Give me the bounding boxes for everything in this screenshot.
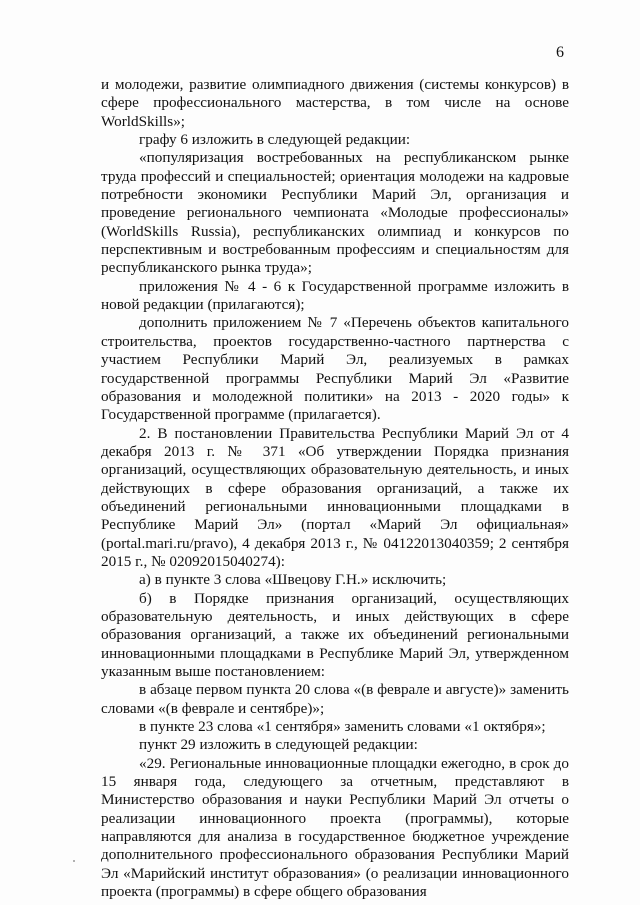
paragraph: б) в Порядке признания организаций, осуществляющих образовательную деятельность, и иных действующих в сфере образования организаций, а также их объединений региональными инновационными площадками в Республике Марий Эл, утвержденном указанным выше постановлением: xyxy=(101,589,569,680)
paragraph: дополнить приложением № 7 «Перечень объектов капитального строительства, проектов государственно-частного партнерства с участием Республики Марий Эл, реализуемых в рамках государственной программы Республики Марий Эл «Развитие образования и молодежной политики» на 2013 - 2020 годы» к Государственной программе (прилагается). xyxy=(101,314,569,424)
paragraph: в абзаце первом пункта 20 слова «(в феврале и августе)» заменить словами «(в феврале и сентябре)»; xyxy=(101,681,569,717)
page-number: 6 xyxy=(556,44,564,61)
paragraph: приложения № 4 - 6 к Государственной программе изложить в новой редакции (прилагаются); xyxy=(101,277,569,314)
paragraph: «29. Региональные инновационные площадки ежегодно, в срок до 15 января года, следующего за отчетным, представляют в Министерство образования и науки Республики Марий Эл отчеты о реализации инновационного проекта (программы), которые направляются для анализа в государственное бюджетное учреждение дополнительного профессионального образования Республики Марий Эл «Марийский институт образования» (о реализации инновационного проекта (программы) в сфере общего образования xyxy=(101,754,569,901)
paragraph: графу 6 изложить в следующей редакции: xyxy=(139,131,411,149)
scan-speck xyxy=(73,860,75,862)
document-body xyxy=(101,76,569,901)
paragraph: пункт 29 изложить в следующей редакции: xyxy=(139,736,418,754)
paragraph: и молодежи, развитие олимпиадного движения (системы конкурсов) в сфере профессионального мастерства, в том числе на основе WorldSkills»; xyxy=(101,76,569,130)
paragraph: 2. В постановлении Правительства Республики Марий Эл от 4 декабря 2013 г. № 371 «Об утверждении Порядка признания организаций, осуществляющих образовательную деятельность, и иных действующих в сфере образования организаций, а также их объединений региональными инновационными площадками в Республике Марий Эл» (портал «Марий Эл официальная» (portal.mari.ru/pravo), 4 декабря 2013 г., № 04122013040359; 2 сентября 2015 г., № 02092015040274): xyxy=(101,424,569,570)
paragraph: а) в пункте 3 слова «Швецову Г.Н.» исключить; xyxy=(139,571,447,589)
paragraph: в пункте 23 слова «1 сентября» заменить словами «1 октября»; xyxy=(139,718,546,736)
paragraph: «популяризация востребованных на республиканском рынке труда профессий и специальностей; ориентация молодежи на кадровые потребности экономики Республики Марий Эл, организация и проведение регионального чемпионата «Молодые профессионалы» (WorldSkills Russia), республиканских олимпиад и конкурсов по перспективным и востребованным профессиям и специальностям для республиканского рынка труда»; xyxy=(101,149,569,277)
